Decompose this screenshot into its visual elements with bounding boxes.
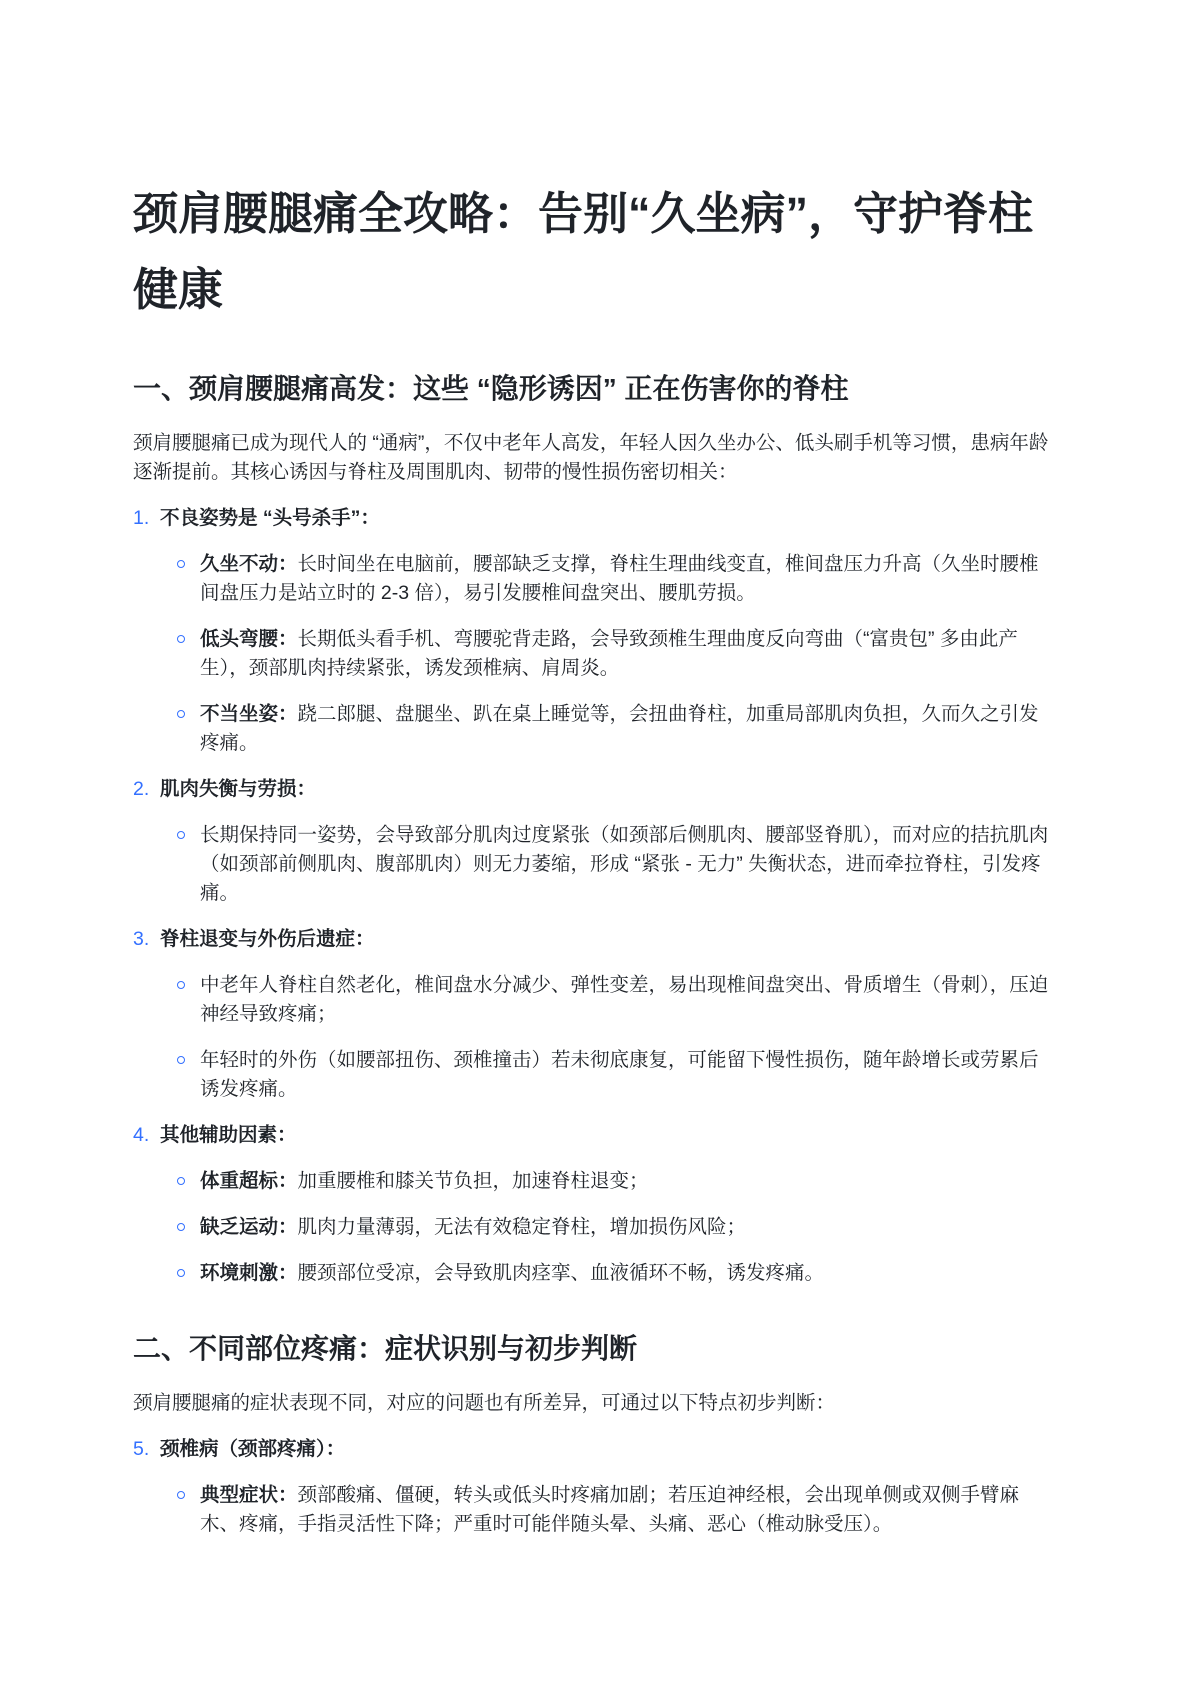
document-body [133,368,1057,1539]
bullet-text [200,971,1057,1029]
bullet-text [200,1481,1057,1539]
section-items [133,504,1057,1288]
bullet-text [200,1167,1057,1196]
item-bullets [133,821,1057,908]
circle-bullet-icon [177,1491,185,1499]
circle-bullet-icon [177,635,185,643]
bullet-rest: 长时间坐在电脑前，腰部缺乏支撑，脊柱生理曲线变直，椎间盘压力升高（久坐时腰椎间盘压力是站立时的 2-3 倍），易引发腰椎间盘突出、腰肌劳损。 [200,553,1039,604]
numbered-list-item [133,775,1057,908]
item-label: 肌肉失衡与劳损： [160,778,317,800]
circle-bullet-icon [177,560,185,568]
item-bullets [133,550,1057,758]
bullet-text [200,625,1057,683]
section-items [133,1435,1057,1539]
bullet-item [133,821,1057,908]
bullet-lead: 环境刺激： [200,1262,298,1284]
bullet-lead: 低头弯腰： [200,628,298,650]
numbered-list-item [133,1435,1057,1539]
page-title: 颈肩腰腿痛全攻略：告别“久坐病”，守护脊柱健康 [133,188,1034,315]
circle-bullet-icon [177,1223,185,1231]
bullet-lead: 久坐不动： [200,553,298,575]
item-number: 5. [133,1438,150,1460]
bullet-rest: 加重腰椎和膝关节负担，加速脊柱退变； [297,1170,649,1192]
item-bullets [133,1481,1057,1539]
circle-bullet-icon [177,1269,185,1277]
list-item-head [133,775,1057,804]
bullet-item [133,971,1057,1029]
numbered-list-item [133,504,1057,758]
item-number: 2. [133,778,150,800]
bullet-item [133,1046,1057,1104]
numbered-list-item [133,1121,1057,1288]
bullet-item [133,1259,1057,1288]
circle-bullet-icon [177,710,185,718]
section-heading: 一、颈肩腰腿痛高发：这些 “隐形诱因” 正在伤害你的脊柱 [133,373,849,404]
bullet-text [200,550,1057,608]
bullet-item [133,1167,1057,1196]
item-label: 不良姿势是 “头号杀手”： [160,507,380,529]
bullet-lead: 典型症状： [200,1484,298,1506]
item-number: 4. [133,1124,150,1146]
list-item-head [133,504,1057,533]
item-label: 其他辅助因素： [160,1124,297,1146]
item-label: 颈椎病（颈部疼痛）： [160,1438,346,1460]
list-item-head [133,1435,1057,1464]
bullet-lead: 体重超标： [200,1170,298,1192]
section-intro: 颈肩腰腿痛已成为现代人的 “通病”，不仅中老年人高发，年轻人因久坐办公、低头刷手机等习惯，患病年龄逐渐提前。其核心诱因与脊柱及周围肌肉、韧带的慢性损伤密切相关： [133,432,1049,483]
item-number: 1. [133,507,150,529]
bullet-text [200,700,1057,758]
section [133,368,1057,1288]
item-number: 3. [133,928,150,950]
bullet-rest: 长期保持同一姿势，会导致部分肌肉过度紧张（如颈部后侧肌肉、腰部竖脊肌），而对应的拮抗肌肉（如颈部前侧肌肉、腹部肌肉）则无力萎缩，形成 “紧张 - 无力” 失衡状态，进而牵拉脊柱，引发疼痛。 [200,824,1049,904]
bullet-rest: 颈部酸痛、僵硬，转头或低头时疼痛加剧；若压迫神经根，会出现单侧或双侧手臂麻木、疼痛，手指灵活性下降；严重时可能伴随头晕、头痛、恶心（椎动脉受压）。 [200,1484,1020,1535]
list-item-head [133,925,1057,954]
circle-bullet-icon [177,831,185,839]
bullet-rest: 跷二郎腿、盘腿坐、趴在桌上睡觉等，会扭曲脊柱，加重局部肌肉负担，久而久之引发疼痛。 [200,703,1039,754]
section-intro: 颈肩腰腿痛的症状表现不同，对应的问题也有所差异，可通过以下特点初步判断： [133,1392,836,1414]
bullet-rest: 腰颈部位受凉，会导致肌肉痉挛、血液循环不畅，诱发疼痛。 [297,1262,825,1284]
bullet-text [200,821,1057,908]
bullet-item [133,700,1057,758]
bullet-item [133,1213,1057,1242]
numbered-list-item [133,925,1057,1104]
item-bullets [133,971,1057,1104]
circle-bullet-icon [177,1056,185,1064]
bullet-item [133,625,1057,683]
bullet-text [200,1259,1057,1288]
bullet-lead: 缺乏运动： [200,1216,298,1238]
item-bullets [133,1167,1057,1288]
circle-bullet-icon [177,981,185,989]
list-item-head [133,1121,1057,1150]
bullet-rest: 长期低头看手机、弯腰驼背走路，会导致颈椎生理曲度反向弯曲（“富贵包” 多由此产生），颈部肌肉持续紧张，诱发颈椎病、肩周炎。 [200,628,1018,679]
bullet-item [133,550,1057,608]
bullet-item [133,1481,1057,1539]
bullet-rest: 年轻时的外伤（如腰部扭伤、颈椎撞击）若未彻底康复，可能留下慢性损伤，随年龄增长或劳累后诱发疼痛。 [200,1049,1039,1100]
item-label: 脊柱退变与外伤后遗症： [160,928,375,950]
bullet-lead: 不当坐姿： [200,703,298,725]
circle-bullet-icon [177,1177,185,1185]
bullet-rest: 肌肉力量薄弱，无法有效稳定脊柱，增加损伤风险； [297,1216,747,1238]
section-heading: 二、不同部位疼痛：症状识别与初步判断 [133,1333,638,1364]
section [133,1328,1057,1539]
bullet-text [200,1046,1057,1104]
bullet-rest: 中老年人脊柱自然老化，椎间盘水分减少、弹性变差，易出现椎间盘突出、骨质增生（骨刺），压迫神经导致疼痛； [200,974,1049,1025]
bullet-text [200,1213,1057,1242]
